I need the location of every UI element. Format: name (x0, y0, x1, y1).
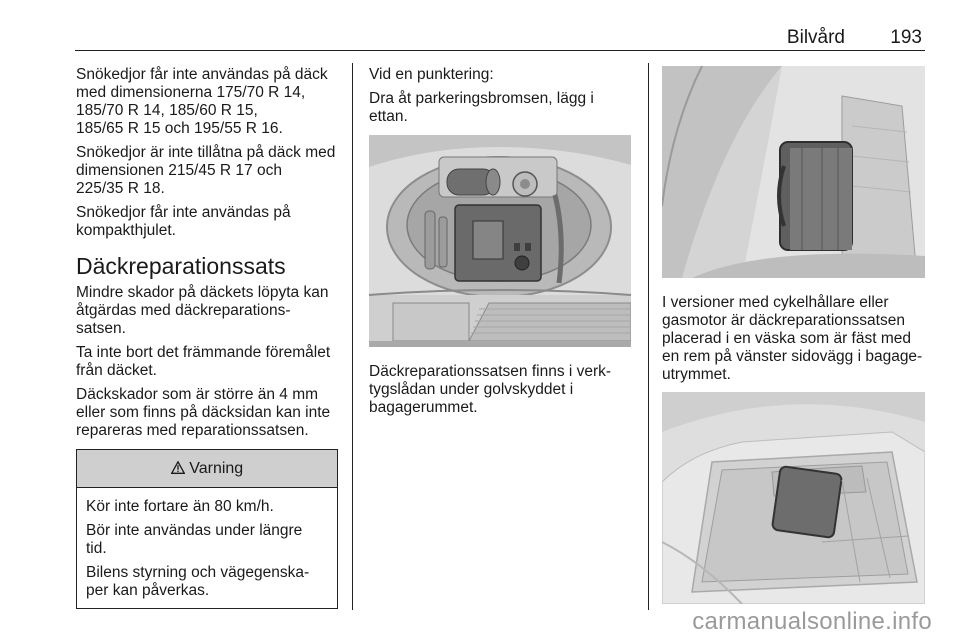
paragraph-bike-carrier-version: I versioner med cykelhållare eller gasmotor är däckreparationssatsen placerad i en väska som är fäst med en rem på vänster sidovägg i bagage- utrymmet. (662, 294, 923, 383)
paragraph-minor-damage: Mindre skador på däckets löpyta kan åtgärdas med däckreparations- satsen. (76, 284, 329, 337)
section-title: Bilvård (786, 27, 845, 48)
column-1 (76, 66, 348, 446)
paragraph-snow-chains-sizes: Snökedjor får inte användas på däck med dimensionerna 175/70 R 14, 185/70 R 14, 185/60 R 15, 185/65 R 15 och 195/55 R 16. (76, 66, 328, 137)
warning-header (77, 450, 337, 488)
column-3 (662, 294, 932, 390)
column-2 (369, 66, 637, 132)
figure-repair-kit-tool-box (369, 135, 631, 347)
warning-steering: Bilens styrning och vägegenska- per kan påverkas. (86, 564, 310, 599)
section-heading: Däckreparationssats (76, 253, 286, 279)
column-divider-2 (648, 63, 649, 610)
paragraph-parking-brake: Dra åt parkeringsbromsen, lägg i ettan. (369, 90, 594, 125)
column-divider-1 (352, 63, 353, 610)
paragraph-large-damage: Däckskador som är större än 4 mm eller som finns på däcksidan kan inte repareras med reparationssatsen. (76, 386, 331, 439)
figure-repair-kit-bag (662, 66, 925, 278)
paragraph-snow-chains-compact: Snökedjor får inte användas på kompakthjulet. (76, 204, 291, 239)
figure-trunk-bag-location (662, 392, 925, 604)
warning-speed: Kör inte fortare än 80 km/h. (86, 498, 274, 515)
warning-title: Varning (189, 460, 244, 477)
warning-triangle-icon (171, 460, 189, 477)
warning-body (77, 488, 337, 600)
warning-box (76, 449, 338, 609)
page-header (75, 24, 925, 51)
page-number: 193 (890, 27, 922, 48)
column-2-caption (369, 363, 637, 423)
paragraph-puncture: Vid en punktering: (369, 66, 494, 83)
watermark: carmanualsonline.info (692, 608, 932, 635)
warning-duration: Bör inte användas under längre tid. (86, 522, 303, 557)
paragraph-foreign-object: Ta inte bort det främmande föremålet från däcket. (76, 344, 331, 379)
paragraph-kit-location: Däckreparationssatsen finns i verk- tygslådan under golvskyddet i bagagerummet. (369, 363, 612, 416)
paragraph-snow-chains-not-allowed: Snökedjor är inte tillåtna på däck med dimensionen 215/45 R 17 och 225/35 R 18. (76, 144, 336, 197)
